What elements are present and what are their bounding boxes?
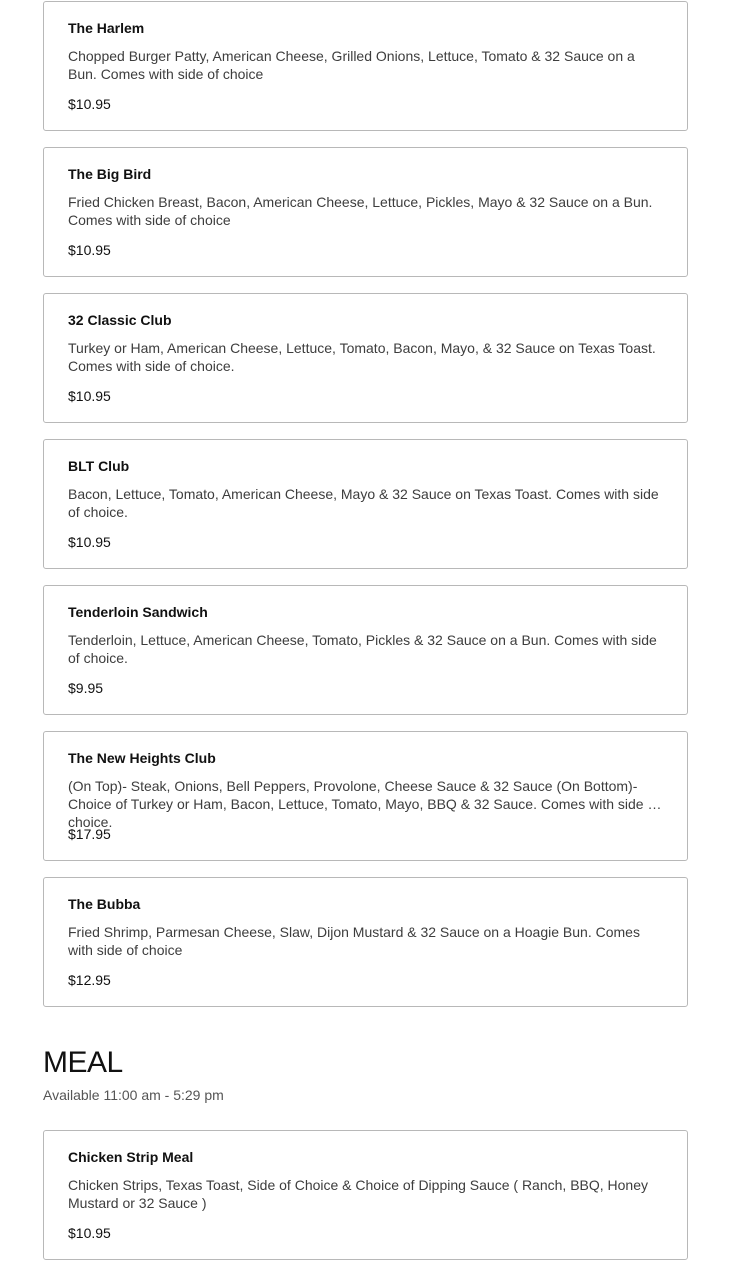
menu-item-list xyxy=(43,1,688,1023)
menu-item-price: $17.95 xyxy=(68,826,111,842)
menu-item-description: (On Top)- Steak, Onions, Bell Peppers, Provolone, Cheese Sauce & 32 Sauce (On Bottom)- Choice of Turkey or Ham, Bacon, Lettuce, Tomato, Mayo, BBQ & 32 Sauce. Comes with side of choice. xyxy=(68,778,660,830)
menu-item-card-32-classic-club[interactable] xyxy=(43,293,688,423)
menu-item-price: $10.95 xyxy=(68,242,111,258)
menu-section-meal xyxy=(43,1043,688,1276)
menu-item-price: $9.95 xyxy=(68,680,104,696)
section-title: MEAL xyxy=(43,1046,123,1079)
menu-item-card-the-bubba[interactable] xyxy=(43,877,688,1007)
menu-item-description: Chopped Burger Patty, American Cheese, Grilled Onions, Lettuce, Tomato & 32 Sauce on a Bun. Comes with side of choice xyxy=(68,48,635,82)
menu-item-card-the-new-heights-club[interactable] xyxy=(43,731,688,861)
menu-item-name: The Harlem xyxy=(68,20,145,36)
menu-item-description: Fried Chicken Breast, Bacon, American Cheese, Lettuce, Pickles, Mayo & 32 Sauce on a Bun. Comes with side of choice xyxy=(68,194,653,228)
menu-item-description: Bacon, Lettuce, Tomato, American Cheese, Mayo & 32 Sauce on Texas Toast. Comes with side of choice. xyxy=(68,486,659,520)
menu-item-name: The New Heights Club xyxy=(68,750,216,766)
menu-item-card-the-harlem[interactable] xyxy=(43,1,688,131)
menu-item-price: $10.95 xyxy=(68,388,111,404)
menu-item-name: The Bubba xyxy=(68,896,141,912)
menu-item-price: $12.95 xyxy=(68,972,111,988)
menu-item-card-blt-club[interactable] xyxy=(43,439,688,569)
menu-item-name: 32 Classic Club xyxy=(68,312,172,328)
menu-item-price: $10.95 xyxy=(68,1225,111,1241)
section-hours: Available 11:00 am - 5:29 pm xyxy=(43,1087,224,1103)
menu-item-description: Fried Shrimp, Parmesan Cheese, Slaw, Dijon Mustard & 32 Sauce on a Hoagie Bun. Comes with side of choice xyxy=(68,924,640,958)
menu-item-price: $10.95 xyxy=(68,96,111,112)
menu-item-card-chicken-strip-meal[interactable] xyxy=(43,1130,688,1260)
menu-item-price: $10.95 xyxy=(68,534,111,550)
menu-item-description: Tenderloin, Lettuce, American Cheese, Tomato, Pickles & 32 Sauce on a Bun. Comes with side of choice. xyxy=(68,632,657,666)
menu-item-name: Chicken Strip Meal xyxy=(68,1149,194,1165)
menu-item-name: The Big Bird xyxy=(68,166,152,182)
menu-item-description: Turkey or Ham, American Cheese, Lettuce, Tomato, Bacon, Mayo, & 32 Sauce on Texas Toast. Comes with side of choice. xyxy=(68,340,656,374)
menu-item-card-tenderloin-sandwich[interactable] xyxy=(43,585,688,715)
menu-item-name: Tenderloin Sandwich xyxy=(68,604,208,620)
menu-item-name: BLT Club xyxy=(68,458,130,474)
menu-item-description: Chicken Strips, Texas Toast, Side of Choice & Choice of Dipping Sauce ( Ranch, BBQ, Honey Mustard or 32 Sauce ) xyxy=(68,1177,649,1211)
menu-item-card-the-big-bird[interactable] xyxy=(43,147,688,277)
